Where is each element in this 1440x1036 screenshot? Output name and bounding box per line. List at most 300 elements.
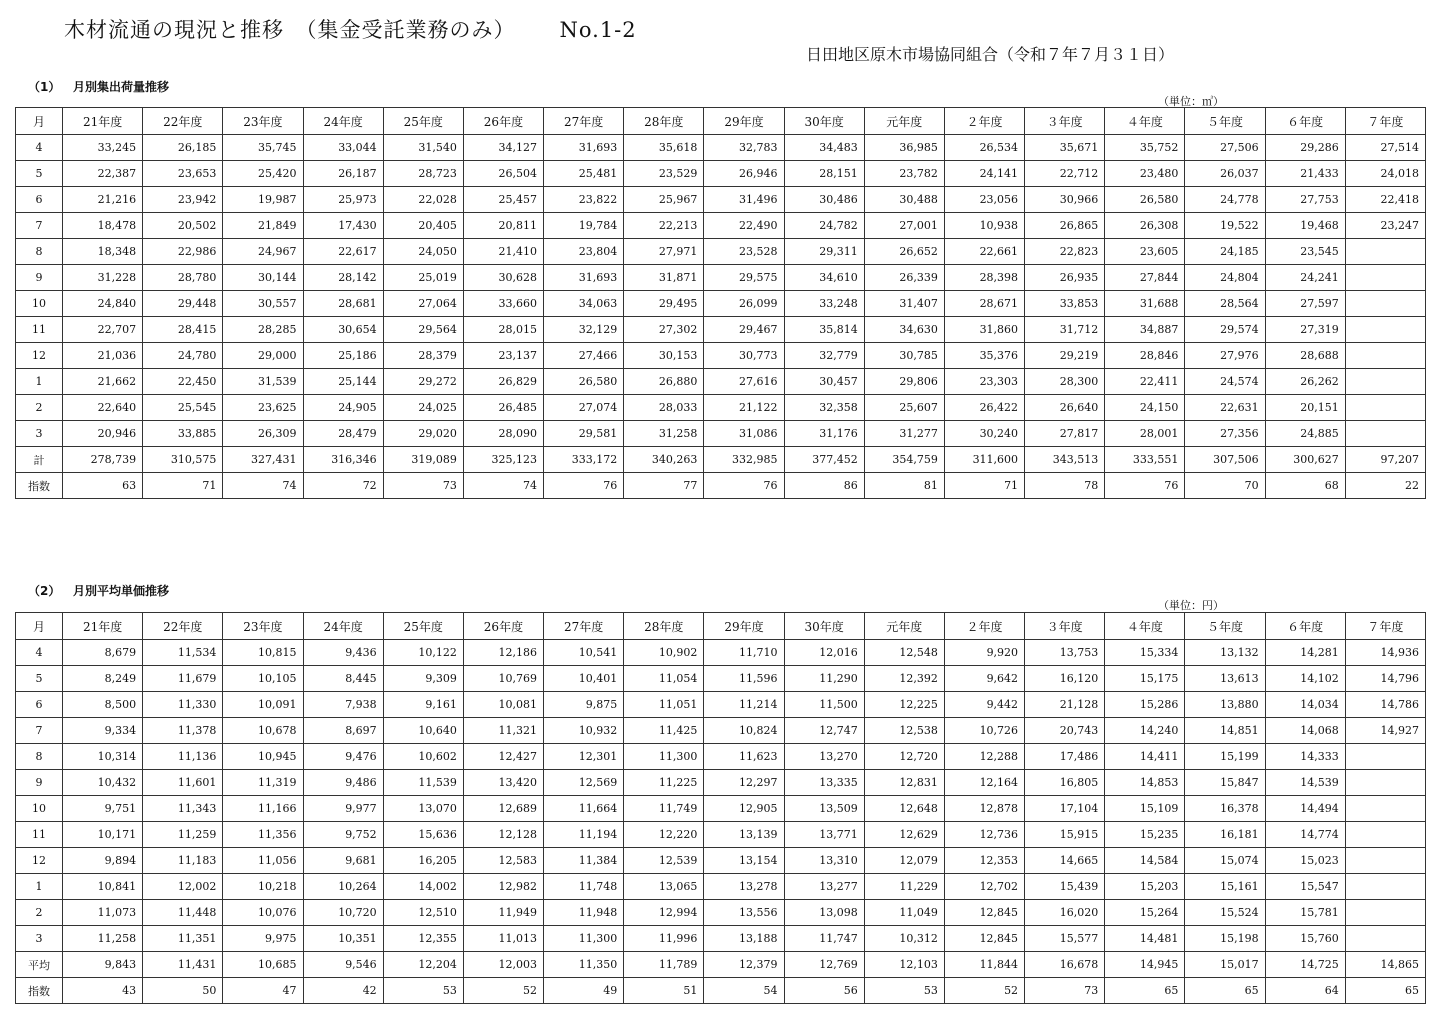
value-cell: 11,194 bbox=[544, 822, 624, 848]
value-cell: 27,074 bbox=[544, 395, 624, 421]
value-cell: 377,452 bbox=[784, 447, 864, 473]
value-cell: 29,000 bbox=[223, 343, 303, 369]
value-cell: 14,068 bbox=[1265, 718, 1345, 744]
value-cell: 25,019 bbox=[383, 265, 463, 291]
value-cell: 12,103 bbox=[864, 952, 944, 978]
row-label-cell: 指数 bbox=[16, 978, 63, 1004]
value-cell: 22,712 bbox=[1025, 161, 1105, 187]
row-label-cell: 12 bbox=[16, 848, 63, 874]
value-cell: 11,343 bbox=[143, 796, 223, 822]
table-row bbox=[16, 692, 1426, 718]
value-cell: 31,086 bbox=[704, 421, 784, 447]
column-header-year: 25年度 bbox=[383, 108, 463, 135]
value-cell: 22,986 bbox=[143, 239, 223, 265]
value-cell: 21,433 bbox=[1265, 161, 1345, 187]
value-cell: 71 bbox=[944, 473, 1024, 499]
value-cell: 27,302 bbox=[624, 317, 704, 343]
value-cell: 20,811 bbox=[463, 213, 543, 239]
value-cell: 12,747 bbox=[784, 718, 864, 744]
value-cell: 25,186 bbox=[303, 343, 383, 369]
value-cell: 11,183 bbox=[143, 848, 223, 874]
value-cell: 27,817 bbox=[1025, 421, 1105, 447]
row-label-cell: 指数 bbox=[16, 473, 63, 499]
value-cell: 26,309 bbox=[223, 421, 303, 447]
value-cell: 86 bbox=[784, 473, 864, 499]
value-cell: 311,600 bbox=[944, 447, 1024, 473]
value-cell: 333,172 bbox=[544, 447, 624, 473]
value-cell: 43 bbox=[63, 978, 143, 1004]
value-cell: 15,161 bbox=[1185, 874, 1265, 900]
value-cell: 34,610 bbox=[784, 265, 864, 291]
table-row bbox=[16, 822, 1426, 848]
value-cell: 24,780 bbox=[143, 343, 223, 369]
value-cell: 12,539 bbox=[624, 848, 704, 874]
table-header-row bbox=[16, 108, 1426, 135]
value-cell: 31,693 bbox=[544, 265, 624, 291]
value-cell: 9,642 bbox=[944, 666, 1024, 692]
value-cell: 28,671 bbox=[944, 291, 1024, 317]
value-cell: 13,310 bbox=[784, 848, 864, 874]
value-cell: 33,660 bbox=[463, 291, 543, 317]
value-cell: 11,844 bbox=[944, 952, 1024, 978]
value-cell: 29,581 bbox=[544, 421, 624, 447]
value-cell: 22,617 bbox=[303, 239, 383, 265]
value-cell: 24,778 bbox=[1185, 187, 1265, 213]
value-cell: 29,574 bbox=[1185, 317, 1265, 343]
column-header-year: 29年度 bbox=[704, 108, 784, 135]
value-cell: 12,878 bbox=[944, 796, 1024, 822]
value-cell: 16,020 bbox=[1025, 900, 1105, 926]
value-cell: 63 bbox=[63, 473, 143, 499]
value-cell: 35,745 bbox=[223, 135, 303, 161]
value-cell: 30,628 bbox=[463, 265, 543, 291]
value-cell: 11,049 bbox=[864, 900, 944, 926]
value-cell: 10,264 bbox=[303, 874, 383, 900]
value-cell: 15,074 bbox=[1185, 848, 1265, 874]
value-cell: 23,804 bbox=[544, 239, 624, 265]
value-cell: 12,583 bbox=[463, 848, 543, 874]
value-cell: 14,481 bbox=[1105, 926, 1185, 952]
value-cell: 29,495 bbox=[624, 291, 704, 317]
value-cell: 31,871 bbox=[624, 265, 704, 291]
value-cell: 16,378 bbox=[1185, 796, 1265, 822]
row-label-cell: 1 bbox=[16, 369, 63, 395]
value-cell: 25,607 bbox=[864, 395, 944, 421]
value-cell: 10,541 bbox=[544, 640, 624, 666]
value-cell: 26,640 bbox=[1025, 395, 1105, 421]
value-cell: 14,865 bbox=[1345, 952, 1425, 978]
value-cell: 32,358 bbox=[784, 395, 864, 421]
value-cell: 10,902 bbox=[624, 640, 704, 666]
section2-heading bbox=[28, 582, 169, 599]
column-header-year: ６年度 bbox=[1265, 108, 1345, 135]
value-cell: 26,422 bbox=[944, 395, 1024, 421]
value-cell: 11,259 bbox=[143, 822, 223, 848]
value-cell: 319,089 bbox=[383, 447, 463, 473]
value-cell bbox=[1345, 848, 1425, 874]
value-cell: 10,640 bbox=[383, 718, 463, 744]
value-cell: 10,720 bbox=[303, 900, 383, 926]
value-cell: 12,225 bbox=[864, 692, 944, 718]
value-cell: 9,843 bbox=[63, 952, 143, 978]
document-title bbox=[64, 14, 637, 44]
value-cell: 12,629 bbox=[864, 822, 944, 848]
column-header-year: ４年度 bbox=[1105, 108, 1185, 135]
column-header-year: 元年度 bbox=[864, 108, 944, 135]
value-cell: 333,551 bbox=[1105, 447, 1185, 473]
row-label-cell: 5 bbox=[16, 666, 63, 692]
value-cell: 13,880 bbox=[1185, 692, 1265, 718]
value-cell: 22,631 bbox=[1185, 395, 1265, 421]
value-cell: 12,186 bbox=[463, 640, 543, 666]
value-cell: 11,290 bbox=[784, 666, 864, 692]
value-cell: 11,321 bbox=[463, 718, 543, 744]
value-cell: 71 bbox=[143, 473, 223, 499]
value-cell: 10,726 bbox=[944, 718, 1024, 744]
row-label-cell: 11 bbox=[16, 822, 63, 848]
value-cell: 14,936 bbox=[1345, 640, 1425, 666]
value-cell: 32,783 bbox=[704, 135, 784, 161]
value-cell: 12,510 bbox=[383, 900, 463, 926]
value-cell: 54 bbox=[704, 978, 784, 1004]
value-cell: 12,982 bbox=[463, 874, 543, 900]
value-cell: 23,247 bbox=[1345, 213, 1425, 239]
value-cell: 9,920 bbox=[944, 640, 1024, 666]
value-cell: 8,445 bbox=[303, 666, 383, 692]
value-cell bbox=[1345, 265, 1425, 291]
value-cell: 11,748 bbox=[544, 874, 624, 900]
value-cell: 11,500 bbox=[784, 692, 864, 718]
value-cell: 20,743 bbox=[1025, 718, 1105, 744]
value-cell: 23,303 bbox=[944, 369, 1024, 395]
value-cell: 13,753 bbox=[1025, 640, 1105, 666]
row-label-cell: 10 bbox=[16, 291, 63, 317]
value-cell: 8,500 bbox=[63, 692, 143, 718]
value-cell: 15,264 bbox=[1105, 900, 1185, 926]
value-cell: 52 bbox=[944, 978, 1024, 1004]
value-cell: 15,109 bbox=[1105, 796, 1185, 822]
value-cell: 12,002 bbox=[143, 874, 223, 900]
value-cell: 21,410 bbox=[463, 239, 543, 265]
value-cell: 32,129 bbox=[544, 317, 624, 343]
value-cell: 31,540 bbox=[383, 135, 463, 161]
table-row bbox=[16, 900, 1426, 926]
value-cell: 97,207 bbox=[1345, 447, 1425, 473]
value-cell: 10,824 bbox=[704, 718, 784, 744]
column-header-year: ３年度 bbox=[1025, 613, 1105, 640]
value-cell: 22,823 bbox=[1025, 239, 1105, 265]
value-cell: 14,851 bbox=[1185, 718, 1265, 744]
value-cell: 16,805 bbox=[1025, 770, 1105, 796]
value-cell: 12,128 bbox=[463, 822, 543, 848]
value-cell: 12,769 bbox=[784, 952, 864, 978]
value-cell: 15,286 bbox=[1105, 692, 1185, 718]
value-cell: 16,181 bbox=[1185, 822, 1265, 848]
table-row bbox=[16, 291, 1426, 317]
value-cell bbox=[1345, 291, 1425, 317]
table-row bbox=[16, 473, 1426, 499]
value-cell: 28,780 bbox=[143, 265, 223, 291]
value-cell bbox=[1345, 900, 1425, 926]
value-cell: 11,601 bbox=[143, 770, 223, 796]
section1-unit: （単位：㎥） bbox=[1158, 95, 1224, 108]
row-label-cell: 12 bbox=[16, 343, 63, 369]
value-cell: 11,356 bbox=[223, 822, 303, 848]
value-cell: 9,486 bbox=[303, 770, 383, 796]
value-cell: 12,392 bbox=[864, 666, 944, 692]
value-cell: 14,584 bbox=[1105, 848, 1185, 874]
value-cell: 22,411 bbox=[1105, 369, 1185, 395]
value-cell: 27,064 bbox=[383, 291, 463, 317]
value-cell: 11,073 bbox=[63, 900, 143, 926]
value-cell: 310,575 bbox=[143, 447, 223, 473]
table-row bbox=[16, 952, 1426, 978]
row-label-cell: 5 bbox=[16, 161, 63, 187]
value-cell: 28,001 bbox=[1105, 421, 1185, 447]
value-cell: 24,840 bbox=[63, 291, 143, 317]
value-cell: 10,105 bbox=[223, 666, 303, 692]
value-cell: 22,387 bbox=[63, 161, 143, 187]
value-cell: 14,927 bbox=[1345, 718, 1425, 744]
value-cell: 10,091 bbox=[223, 692, 303, 718]
value-cell: 343,513 bbox=[1025, 447, 1105, 473]
value-cell: 11,319 bbox=[223, 770, 303, 796]
value-cell bbox=[1345, 421, 1425, 447]
column-header-year: 28年度 bbox=[624, 108, 704, 135]
value-cell: 53 bbox=[383, 978, 463, 1004]
value-cell: 10,932 bbox=[544, 718, 624, 744]
value-cell: 13,277 bbox=[784, 874, 864, 900]
value-cell: 11,534 bbox=[143, 640, 223, 666]
row-label-cell: 7 bbox=[16, 718, 63, 744]
value-cell: 17,104 bbox=[1025, 796, 1105, 822]
column-header-year: 23年度 bbox=[223, 613, 303, 640]
row-label-cell: 6 bbox=[16, 187, 63, 213]
value-cell: 30,966 bbox=[1025, 187, 1105, 213]
value-cell: 34,630 bbox=[864, 317, 944, 343]
value-cell: 28,090 bbox=[463, 421, 543, 447]
value-cell: 12,003 bbox=[463, 952, 543, 978]
column-header-year: ４年度 bbox=[1105, 613, 1185, 640]
value-cell: 31,496 bbox=[704, 187, 784, 213]
value-cell: 29,311 bbox=[784, 239, 864, 265]
value-cell: 30,457 bbox=[784, 369, 864, 395]
value-cell: 73 bbox=[383, 473, 463, 499]
value-cell: 77 bbox=[624, 473, 704, 499]
table-row bbox=[16, 447, 1426, 473]
value-cell: 12,648 bbox=[864, 796, 944, 822]
value-cell: 11,710 bbox=[704, 640, 784, 666]
value-cell: 9,436 bbox=[303, 640, 383, 666]
value-cell: 33,853 bbox=[1025, 291, 1105, 317]
value-cell: 76 bbox=[1105, 473, 1185, 499]
value-cell: 28,415 bbox=[143, 317, 223, 343]
value-cell: 76 bbox=[704, 473, 784, 499]
column-header-year: 26年度 bbox=[463, 108, 543, 135]
value-cell: 17,486 bbox=[1025, 744, 1105, 770]
value-cell: 12,355 bbox=[383, 926, 463, 952]
value-cell: 31,176 bbox=[784, 421, 864, 447]
table-row bbox=[16, 848, 1426, 874]
value-cell: 30,785 bbox=[864, 343, 944, 369]
value-cell: 22,213 bbox=[624, 213, 704, 239]
value-cell: 300,627 bbox=[1265, 447, 1345, 473]
column-header-year: 24年度 bbox=[303, 108, 383, 135]
value-cell: 35,752 bbox=[1105, 135, 1185, 161]
row-label-cell: 9 bbox=[16, 770, 63, 796]
value-cell: 11,136 bbox=[143, 744, 223, 770]
value-cell: 74 bbox=[463, 473, 543, 499]
table-row bbox=[16, 135, 1426, 161]
value-cell: 15,175 bbox=[1105, 666, 1185, 692]
section2-title: 月別平均単価推移 bbox=[73, 584, 170, 598]
value-cell: 49 bbox=[544, 978, 624, 1004]
value-cell: 27,976 bbox=[1185, 343, 1265, 369]
value-cell: 34,063 bbox=[544, 291, 624, 317]
value-cell: 15,577 bbox=[1025, 926, 1105, 952]
value-cell: 10,081 bbox=[463, 692, 543, 718]
value-cell: 325,123 bbox=[463, 447, 543, 473]
value-cell: 21,216 bbox=[63, 187, 143, 213]
value-cell: 15,023 bbox=[1265, 848, 1345, 874]
value-cell: 12,736 bbox=[944, 822, 1024, 848]
column-header-year: 24年度 bbox=[303, 613, 383, 640]
table-row bbox=[16, 744, 1426, 770]
value-cell: 56 bbox=[784, 978, 864, 1004]
value-cell: 28,681 bbox=[303, 291, 383, 317]
value-cell: 12,288 bbox=[944, 744, 1024, 770]
section1-marker: （1） bbox=[28, 80, 61, 94]
value-cell: 10,769 bbox=[463, 666, 543, 692]
value-cell: 23,625 bbox=[223, 395, 303, 421]
value-cell: 11,054 bbox=[624, 666, 704, 692]
value-cell: 21,036 bbox=[63, 343, 143, 369]
value-cell: 8,249 bbox=[63, 666, 143, 692]
value-cell: 25,545 bbox=[143, 395, 223, 421]
value-cell: 11,225 bbox=[624, 770, 704, 796]
value-cell: 81 bbox=[864, 473, 944, 499]
value-cell: 25,967 bbox=[624, 187, 704, 213]
table-row bbox=[16, 666, 1426, 692]
column-header-year: 22年度 bbox=[143, 613, 223, 640]
value-cell: 9,752 bbox=[303, 822, 383, 848]
value-cell: 11,431 bbox=[143, 952, 223, 978]
value-cell: 26,534 bbox=[944, 135, 1024, 161]
value-cell: 22,418 bbox=[1345, 187, 1425, 213]
value-cell: 27,319 bbox=[1265, 317, 1345, 343]
value-cell: 11,378 bbox=[143, 718, 223, 744]
value-cell: 10,076 bbox=[223, 900, 303, 926]
value-cell: 23,782 bbox=[864, 161, 944, 187]
value-cell: 25,420 bbox=[223, 161, 303, 187]
value-cell: 34,483 bbox=[784, 135, 864, 161]
value-cell: 11,258 bbox=[63, 926, 143, 952]
column-header-year: 26年度 bbox=[463, 613, 543, 640]
value-cell: 31,407 bbox=[864, 291, 944, 317]
value-cell: 29,564 bbox=[383, 317, 463, 343]
value-cell: 14,725 bbox=[1265, 952, 1345, 978]
row-label-cell: 4 bbox=[16, 135, 63, 161]
value-cell: 74 bbox=[223, 473, 303, 499]
value-cell: 11,214 bbox=[704, 692, 784, 718]
value-cell: 17,430 bbox=[303, 213, 383, 239]
row-label-cell: 3 bbox=[16, 926, 63, 952]
value-cell: 20,405 bbox=[383, 213, 463, 239]
row-label-cell: 10 bbox=[16, 796, 63, 822]
value-cell: 13,335 bbox=[784, 770, 864, 796]
value-cell: 22,450 bbox=[143, 369, 223, 395]
value-cell: 23,529 bbox=[624, 161, 704, 187]
column-header-year: ７年度 bbox=[1345, 108, 1425, 135]
value-cell: 27,971 bbox=[624, 239, 704, 265]
value-cell: 10,122 bbox=[383, 640, 463, 666]
column-header-year: ７年度 bbox=[1345, 613, 1425, 640]
value-cell: 9,894 bbox=[63, 848, 143, 874]
column-header-year: 30年度 bbox=[784, 613, 864, 640]
value-cell: 26,339 bbox=[864, 265, 944, 291]
value-cell: 10,678 bbox=[223, 718, 303, 744]
section2-marker: （2） bbox=[28, 584, 61, 598]
value-cell: 26,187 bbox=[303, 161, 383, 187]
value-cell: 26,185 bbox=[143, 135, 223, 161]
value-cell: 9,875 bbox=[544, 692, 624, 718]
value-cell: 14,102 bbox=[1265, 666, 1345, 692]
value-cell: 9,546 bbox=[303, 952, 383, 978]
value-cell: 51 bbox=[624, 978, 704, 1004]
value-cell: 13,771 bbox=[784, 822, 864, 848]
value-cell: 28,479 bbox=[303, 421, 383, 447]
value-cell: 13,098 bbox=[784, 900, 864, 926]
row-label-cell: 11 bbox=[16, 317, 63, 343]
value-cell: 35,376 bbox=[944, 343, 1024, 369]
value-cell: 307,506 bbox=[1185, 447, 1265, 473]
column-header-year: 25年度 bbox=[383, 613, 463, 640]
column-header-year: ３年度 bbox=[1025, 108, 1105, 135]
value-cell: 23,822 bbox=[544, 187, 624, 213]
value-cell: 31,258 bbox=[624, 421, 704, 447]
value-cell: 34,887 bbox=[1105, 317, 1185, 343]
table-row bbox=[16, 770, 1426, 796]
row-label-cell: 1 bbox=[16, 874, 63, 900]
value-cell: 332,985 bbox=[704, 447, 784, 473]
table-row bbox=[16, 317, 1426, 343]
value-cell: 12,845 bbox=[944, 926, 1024, 952]
value-cell: 24,018 bbox=[1345, 161, 1425, 187]
value-cell: 29,806 bbox=[864, 369, 944, 395]
value-cell: 26,865 bbox=[1025, 213, 1105, 239]
value-cell: 12,379 bbox=[704, 952, 784, 978]
title-text: 木材流通の現況と推移 （集金受託業務のみ） bbox=[64, 18, 516, 42]
value-cell: 12,079 bbox=[864, 848, 944, 874]
table-row bbox=[16, 421, 1426, 447]
value-cell: 9,161 bbox=[383, 692, 463, 718]
value-cell: 28,688 bbox=[1265, 343, 1345, 369]
value-cell: 29,467 bbox=[704, 317, 784, 343]
table-row bbox=[16, 796, 1426, 822]
column-header-year: ２年度 bbox=[944, 613, 1024, 640]
value-cell bbox=[1345, 926, 1425, 952]
value-cell: 26,935 bbox=[1025, 265, 1105, 291]
value-cell: 23,942 bbox=[143, 187, 223, 213]
value-cell: 14,665 bbox=[1025, 848, 1105, 874]
value-cell: 13,154 bbox=[704, 848, 784, 874]
value-cell: 9,334 bbox=[63, 718, 143, 744]
value-cell: 11,539 bbox=[383, 770, 463, 796]
value-cell: 22,640 bbox=[63, 395, 143, 421]
value-cell: 13,613 bbox=[1185, 666, 1265, 692]
value-cell: 24,141 bbox=[944, 161, 1024, 187]
column-header-year: 30年度 bbox=[784, 108, 864, 135]
